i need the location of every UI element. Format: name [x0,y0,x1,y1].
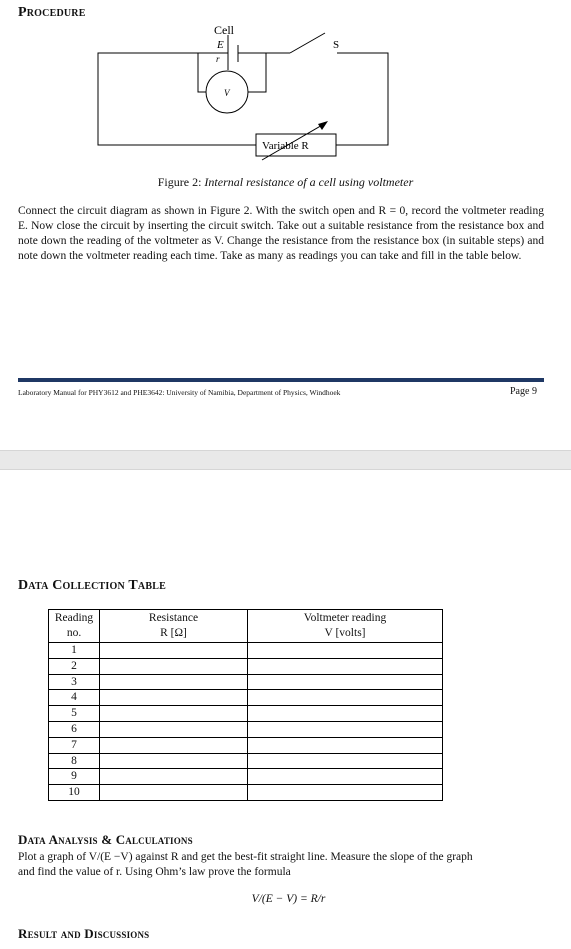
table-row [49,753,443,769]
reading-number: 10 [49,785,100,801]
table-row [49,769,443,785]
analysis-paragraph [18,850,548,880]
reading-number: 7 [49,737,100,753]
resistance-cell[interactable] [100,721,248,737]
header-resistance-line2: R [Ω] [160,627,187,639]
voltmeter-cell[interactable] [248,753,443,769]
resistance-cell[interactable] [100,674,248,690]
header-reading [49,610,100,643]
voltmeter-cell[interactable] [248,674,443,690]
reading-number: 2 [49,658,100,674]
page-number: Page 9 [510,386,537,397]
voltmeter-label: V [224,88,230,98]
voltmeter-wire-right [248,53,266,92]
resistance-cell[interactable] [100,643,248,659]
reading-number: 3 [49,674,100,690]
header-resistance-line1: Resistance [148,612,199,624]
voltmeter-cell[interactable] [248,706,443,722]
voltmeter-cell[interactable] [248,785,443,801]
page-separator [0,450,571,470]
resistance-cell[interactable] [100,785,248,801]
cell-label: Cell [214,23,234,37]
footer-rule [18,378,544,382]
figure-caption [0,175,571,190]
data-collection-table [48,609,443,801]
reading-number: 1 [49,643,100,659]
table-row [49,690,443,706]
header-voltmeter [248,610,443,643]
variable-arrow-head [318,121,328,130]
analysis-line-2: and find the value of r. Using Ohm’s law prove the formula [18,866,291,878]
reading-number: 5 [49,706,100,722]
procedure-paragraph: Connect the circuit diagram as shown in Figure 2. With the switch open and R = 0, record the voltmeter reading E. Now close the circuit by inserting the circuit switch. Take out a suitable resistance from the resistance box and note down the reading of the voltmeter as V. Change the resistance from the resistance box (in suitable steps) and note down the voltmeter reading each time. Take as many as readings you can take and fill in the table below. [18,205,544,262]
table-row [49,658,443,674]
switch-lever [290,33,325,53]
result-heading: Result and Discussions [18,926,150,941]
resistance-cell[interactable] [100,690,248,706]
header-voltmeter-line2: V [volts] [324,627,366,639]
figure-number: Figure 2: [157,175,202,189]
data-collection-heading: Data Collection Table [18,578,166,593]
resistance-cell[interactable] [100,737,248,753]
resistance-cell[interactable] [100,769,248,785]
r-label: r [216,54,220,64]
table-header-row [49,610,443,643]
voltmeter-cell[interactable] [248,643,443,659]
table-row [49,674,443,690]
reading-number: 9 [49,769,100,785]
table-row [49,706,443,722]
table-row [49,785,443,801]
emf-label: E [217,39,224,51]
table-row [49,737,443,753]
analysis-line-1: Plot a graph of V/(E −V) against R and get the best-fit straight line. Measure the slope of the graph [18,851,473,863]
voltmeter-cell[interactable] [248,737,443,753]
header-reading-line2: no. [66,627,82,639]
resistance-cell[interactable] [100,706,248,722]
footer-text: Laboratory Manual for PHY3612 and PHE3642: University of Namibia, Department of Physics, Windhoek [18,388,341,397]
header-resistance [100,610,248,643]
voltmeter-wire-left [198,53,206,92]
wire-left [98,53,256,145]
voltmeter-cell[interactable] [248,721,443,737]
voltmeter-cell[interactable] [248,769,443,785]
variable-r-label: Variable R [262,140,309,152]
header-voltmeter-line1: Voltmeter reading [303,612,387,624]
table-row [49,721,443,737]
formula: V/(E − V) = R/r [251,893,326,905]
reading-number: 6 [49,721,100,737]
table-row [49,643,443,659]
voltmeter-cell[interactable] [248,690,443,706]
circuit-diagram [0,0,571,175]
reading-number: 4 [49,690,100,706]
header-reading-line1: Reading [54,612,94,624]
resistance-cell[interactable] [100,753,248,769]
figure-title: Internal resistance of a cell using voltmeter [204,175,414,189]
reading-number: 8 [49,753,100,769]
resistance-cell[interactable] [100,658,248,674]
wire-right [336,53,388,145]
data-analysis-heading: Data Analysis & Calculations [18,832,193,847]
procedure-heading: Procedure [18,5,86,20]
voltmeter-cell[interactable] [248,658,443,674]
switch-label: S [333,39,340,51]
